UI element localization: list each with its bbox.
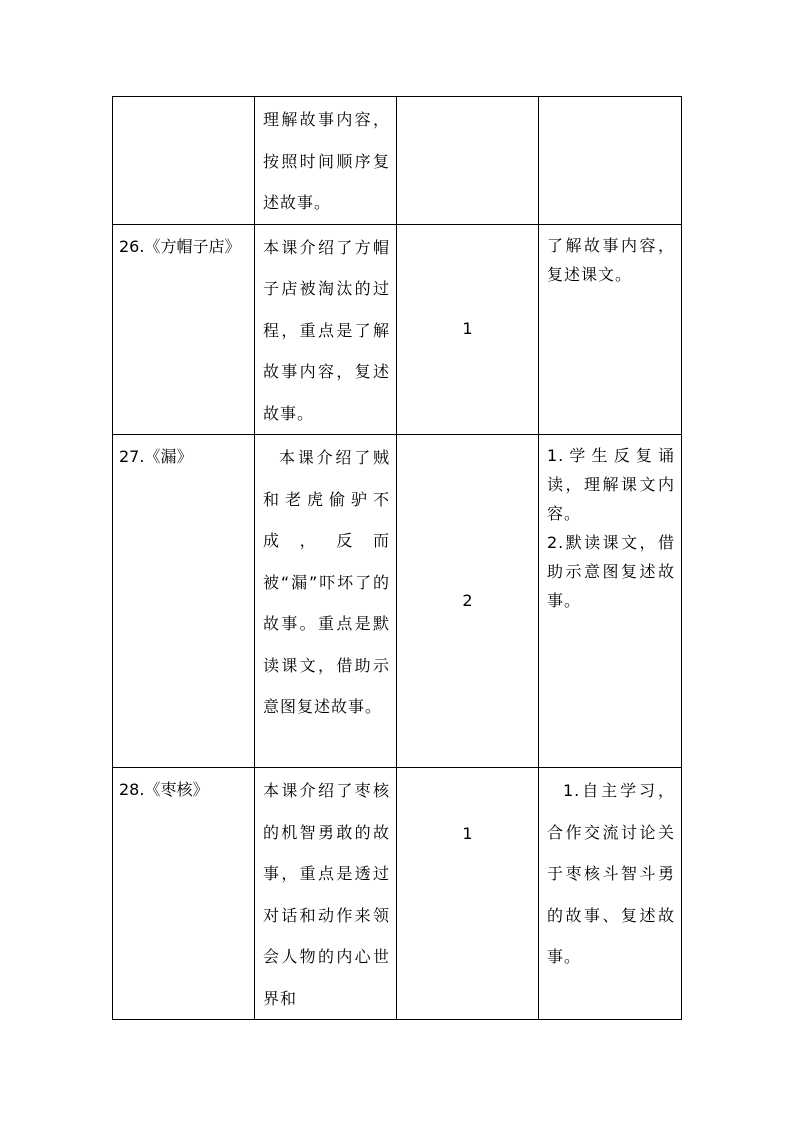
lesson-content-cell [255,768,397,1020]
lesson-method-cell [539,435,682,768]
lesson-title-cell [113,768,255,1020]
lesson-title-cell [113,97,255,225]
table-row [113,768,682,1020]
lesson-title: 28.《枣核》 [119,780,209,799]
lesson-method-cell [539,768,682,1020]
lesson-content-cell [255,435,397,768]
lesson-content-cell [255,224,397,435]
lesson-content: 本课介绍了枣核的机智勇敢的故事，重点是透过对话和动作来领会人物的内心世界和 [263,781,390,1008]
lesson-title: 26.《方帽子店》 [119,236,241,256]
lesson-hours-cell [397,435,539,768]
lesson-method-cell [539,97,682,225]
lesson-title: 27.《漏》 [119,447,193,466]
lesson-title-cell [113,224,255,435]
lesson-content: 本课介绍了贼和老虎偷驴不成，反而被“漏”吓坏了的故事。重点是默读课文，借助示意图复述故事。 [263,448,390,716]
lesson-hours-cell [397,224,539,435]
teaching-method: 了解故事内容，复述课文。 [547,235,675,284]
lesson-hours: 1 [462,319,473,339]
table-row [113,224,682,435]
lesson-title-cell [113,435,255,768]
teaching-method: 1.自主学习，合作交流讨论关于枣核斗智斗勇的故事、复述故事。 [547,781,675,966]
table-row [113,97,682,225]
lesson-hours: 1 [462,824,473,843]
teaching-method: 1.学生反复诵读，理解课文内容。 [547,446,675,523]
teaching-method: 2.默读课文，借助示意图复述故事。 [547,533,675,610]
lesson-content: 理解故事内容，按照时间顺序复述故事。 [263,110,390,212]
lesson-hours-cell [397,768,539,1020]
lesson-hours: 2 [462,591,473,610]
lesson-plan-table [112,96,682,1020]
lesson-method-cell [539,224,682,435]
table-row [113,435,682,768]
lesson-content: 本课介绍了方帽子店被淘汰的过程，重点是了解故事内容，复述故事。 [263,237,390,423]
lesson-hours-cell [397,97,539,225]
lesson-content-cell [255,97,397,225]
